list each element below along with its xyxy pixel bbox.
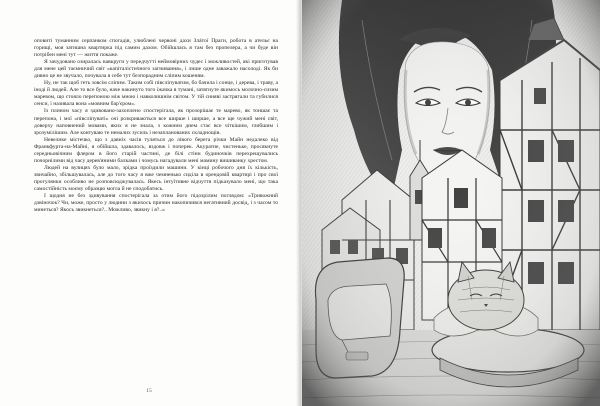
paragraph: Я зачудовано озиралась навкруги у передчутті неймовірних чудес і можливостей, які приготував для мене цей таємничий світ «капіталістичного загнивання», і лише одне заважало насолоді. Як би дивно це не звучало, почувала я себе тут безпорадним сліпим кошеням. — [34, 59, 278, 80]
paragraph: оповиті туманним серпанком спогадів, улюблені червоні дахи Злáтої Праги, робота в ательє на горищі, моя затишна квартирка під самим дахом. Обійшлась я там без пропелера, а чи буде він потрібен мені тут — життя покаже. — [34, 38, 278, 59]
page-number: 15 — [146, 388, 152, 394]
paragraph: Ну, не так щоб геть зовсім сліпим. Таким собі півсліпуватим, бо бачила і сонце, і дерева, і траву, а іноді й людей. Але то все було, наче накинуто того їжачка в тумані, затягнуте якимось молочно-сизим маревом, що стояло перепоною між мною і навколишнім світом. У тій синяві застрягали та губилися сенси, і називала вона «мовним бар'єром». — [34, 80, 278, 108]
paragraph: І щодня не без здивування спостерігала за отим його підозрілим поглядом: «Тривожний дзвіночок? Чи, може, просто у людини з якихось причин накопичився негативний досвід, і з часом то минеться? Якось звикнеться?.. Можливо, звикну і я?..» — [34, 193, 278, 214]
paragraph: Із плином часу я здивовано-захоплено спостерігала, як прозорішає те марево, як тоншає та перепона, і мої «півсліпуваті» очі розкриваються все ширше і ширше, а все ще чужий мені світ, доверху наповнений мовами, яких я не знала, з кожним днем стає все чіткішим, глибшим і зрозумілішим. Але контуваю те немалих зусиль і незапланованих складнощів. — [34, 108, 278, 136]
body-text — [34, 38, 278, 214]
left-page — [0, 0, 298, 406]
paragraph: Невелике містечко, що з давніх часів туляться до лівого берега річки Майн недалеко від Франкфурта-на-Майні, я обійшла, здавалось, вздовж і поперек. Акуратне, чистеньке, просякнуте середньовічним флером в його старій частині, де білі стіни будиночків перехрещувались почорнілими від часу дерев'яними балками і чомусь нагадували мені мамину вишиванку хрестом. — [34, 136, 278, 164]
illustration — [302, 0, 600, 406]
paragraph: Людей на вулицях було мало, зрідка проїздили машини. У кінці робочого дня їх кількість, звичайно, збільшувалась, але до того часу я вже чемненько сиділа в орендовій квартирі і про свої прогулянки особливо не розповсюджувалась. Якесь інтуїтивне відчуття підказувало мені, що така самостійність моєму образцю могла й не сподобатись. — [34, 164, 278, 192]
right-page — [302, 0, 600, 406]
